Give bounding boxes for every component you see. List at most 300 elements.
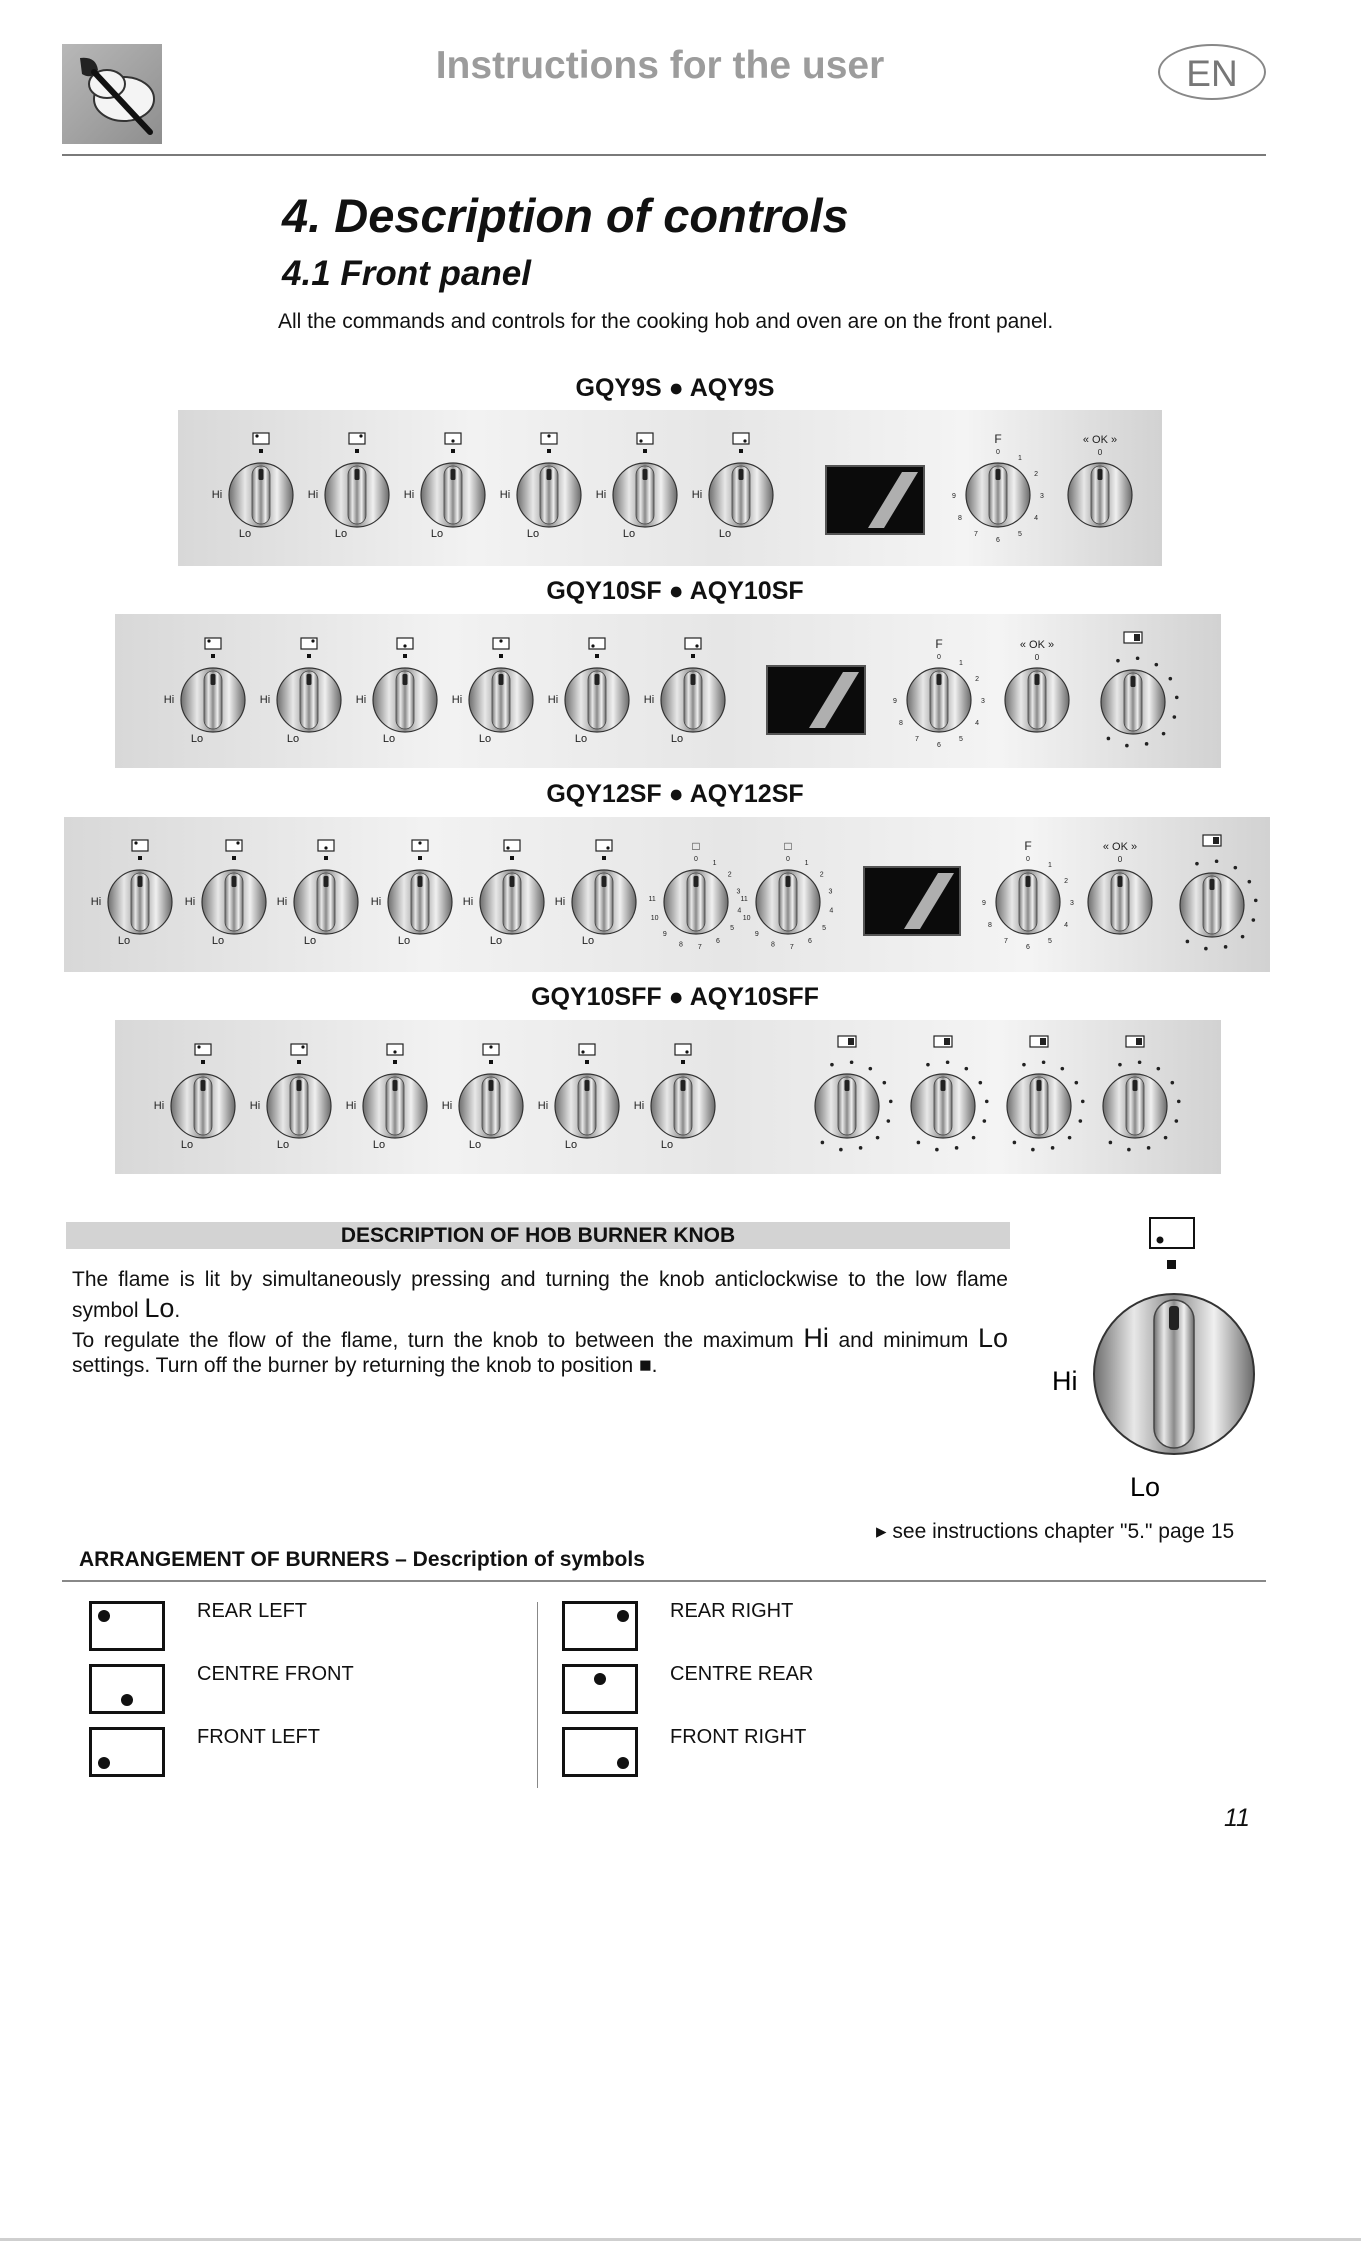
burner-position-icon [253, 433, 269, 444]
burner-dot [506, 846, 509, 849]
dial-number: 3 [736, 888, 741, 896]
lo-label: Lo [117, 935, 131, 947]
burner-position-icon [579, 1044, 595, 1055]
oven-symbol-fill [1134, 634, 1140, 641]
hi-label: Hi [211, 489, 223, 501]
dial-mark [972, 1136, 976, 1140]
dial-number: 3 [1070, 900, 1074, 907]
knob-indicator [297, 1080, 302, 1091]
knob-indicator [845, 1080, 850, 1091]
centre-rear-symbol-icon [562, 1664, 638, 1714]
dial-number: 4 [1034, 515, 1039, 522]
lo-symbol: Lo [144, 1293, 175, 1323]
lo-label: Lo [286, 733, 300, 745]
dial-number: 3 [828, 888, 833, 896]
dial-mark [1169, 677, 1173, 681]
oven-symbol-fill [848, 1038, 854, 1045]
dial-number: 8 [770, 941, 775, 949]
hi-label: Hi [184, 896, 196, 908]
dial-top-label: □ [784, 839, 792, 853]
control-panel-3 [64, 817, 1270, 972]
dial-mark [1022, 1063, 1026, 1067]
dial-number: 0 [694, 856, 698, 863]
knob-indicator [1118, 876, 1123, 887]
knob-indicator [694, 876, 699, 887]
off-position-mark [595, 654, 599, 658]
dial-number: 7 [1004, 938, 1008, 946]
dial-mark [1079, 1119, 1083, 1123]
model-title-3: GQY12SF ● AQY12SF [546, 780, 804, 808]
dial-mark [1254, 899, 1258, 903]
burner-dot [359, 434, 362, 437]
knob-indicator [307, 674, 312, 685]
dial-mark [1171, 1081, 1175, 1085]
dial-mark [859, 1146, 863, 1150]
dial-number: 1 [712, 860, 717, 868]
dial-mark [1215, 859, 1219, 863]
off-position-mark [307, 654, 311, 658]
knob-indicator [201, 1080, 206, 1091]
dial-mark [887, 1119, 891, 1123]
lo-label: Lo [478, 733, 492, 745]
dial-mark [1013, 1141, 1017, 1145]
off-position-mark [232, 856, 236, 860]
dial-mark [1147, 1146, 1151, 1150]
dial-mark [1116, 659, 1120, 663]
burner-position-icon [637, 433, 653, 444]
off-position-mark [201, 1060, 205, 1064]
burner-position-icon [132, 840, 148, 851]
knob-indicator [739, 469, 744, 480]
dial-number: 7 [974, 531, 978, 539]
burner-dot [581, 1050, 584, 1053]
knob-indicator [259, 469, 264, 480]
off-position-mark [510, 856, 514, 860]
burner-position-icon [195, 1044, 211, 1055]
dial-mark [1252, 918, 1256, 922]
rear-left-symbol-icon [89, 1601, 165, 1651]
dial-number: 4 [737, 907, 742, 915]
burner-dot [418, 841, 421, 844]
ok-label: « OK » [1102, 841, 1138, 853]
dial-mark [889, 1100, 893, 1104]
lo-label: Lo [660, 1139, 674, 1151]
arrangement-title: ARRANGEMENT OF BURNERS – Description of symbols [79, 1548, 645, 1571]
ok-label: « OK » [1082, 434, 1118, 446]
dial-mark [1118, 1063, 1122, 1067]
knob-indicator [643, 469, 648, 480]
lo-label: Lo [382, 733, 396, 745]
off-position-mark [138, 856, 142, 860]
page-number: 11 [1224, 1804, 1250, 1832]
dial-number: 9 [662, 931, 667, 939]
dial-number: 2 [1034, 471, 1039, 478]
dial-mark [883, 1081, 887, 1085]
dial-number: 9 [754, 931, 759, 939]
off-position-mark [489, 1060, 493, 1064]
knob-indicator [786, 876, 791, 887]
knob-indicator [1210, 879, 1215, 890]
dial-mark [850, 1060, 854, 1064]
knob-indicator [451, 469, 456, 480]
lo-label: Lo [430, 528, 444, 540]
dial-number: 7 [789, 943, 794, 951]
burner-dot [197, 1045, 200, 1048]
hi-label: Hi [547, 694, 559, 706]
burner-dot [311, 639, 314, 642]
dial-mark [1107, 737, 1111, 741]
header-title: Instructions for the user [435, 44, 885, 87]
hi-label: Hi [355, 694, 367, 706]
hi-label: Hi [307, 489, 319, 501]
knob-indicator [403, 674, 408, 685]
dial-mark [979, 1081, 983, 1085]
header-divider [62, 154, 1266, 156]
arrangement-divider [62, 1580, 1266, 1582]
dial-mark [1127, 1148, 1131, 1152]
lo-label: Lo [397, 935, 411, 947]
control-panel-1 [178, 410, 1162, 566]
hi-label: Hi [276, 896, 288, 908]
dial-mark [1164, 1136, 1168, 1140]
dial-number: 4 [829, 907, 834, 915]
dial-number: 0 [996, 449, 1000, 456]
oven-symbol-fill [944, 1038, 950, 1045]
arrangement-column-divider [537, 1602, 538, 1788]
description-text: symbol [72, 1299, 145, 1322]
dial-mark [1175, 696, 1179, 700]
burner-dot [639, 439, 642, 442]
dial-mark [1136, 656, 1140, 660]
dial-mark [935, 1148, 939, 1152]
knob-indicator [937, 674, 942, 685]
dial-mark [985, 1100, 989, 1104]
knob-indicator [355, 469, 360, 480]
dial-number: 9 [982, 900, 986, 907]
rear-right-label: REAR RIGHT [670, 1600, 794, 1622]
burner-position-icon [675, 1044, 691, 1055]
off-position-mark [681, 1060, 685, 1064]
dial-number: 11 [648, 896, 656, 904]
dial-number: 1 [804, 860, 809, 868]
dial-mark [830, 1063, 834, 1067]
dial-mark [1177, 1100, 1181, 1104]
hi-label: Hi [441, 1100, 453, 1112]
lo-label: Lo [190, 733, 204, 745]
hi-label: Hi [633, 1100, 645, 1112]
hi-label: Hi [499, 489, 511, 501]
dial-mark [1155, 663, 1159, 667]
dial-number: 5 [1018, 531, 1022, 539]
knob-indicator [138, 876, 143, 887]
centre-rear-label: CENTRE REAR [670, 1663, 814, 1685]
burner-dot [393, 1050, 396, 1053]
lo-label: Lo [334, 528, 348, 540]
description-line-2 [72, 1295, 1008, 1324]
dial-number: 6 [716, 938, 720, 946]
dial-mark [1061, 1067, 1065, 1071]
knob-indicator [1037, 1080, 1042, 1091]
dial-number: 4 [1064, 922, 1069, 929]
dial-mark [955, 1146, 959, 1150]
burner-dot [301, 1045, 304, 1048]
burner-position-icon [685, 638, 701, 649]
burner-position-icon [301, 638, 317, 649]
lo-label: Lo [303, 935, 317, 947]
knob-indicator [232, 876, 237, 887]
hi-label: Hi [163, 694, 175, 706]
dial-number: 1 [1048, 861, 1052, 869]
lo-label: Lo [670, 733, 684, 745]
off-position-mark [403, 654, 407, 658]
burner-position-icon [596, 840, 612, 851]
hi-label: Hi [537, 1100, 549, 1112]
burner-dot [499, 639, 502, 642]
lo-label: Lo [564, 1139, 578, 1151]
dial-mark [1175, 1119, 1179, 1123]
burner-dot [255, 434, 258, 437]
dial-number: 2 [727, 871, 732, 879]
knob-indicator [547, 469, 552, 480]
dial-mark [1031, 1148, 1035, 1152]
knob-indicator [510, 876, 515, 887]
description-line-3 [72, 1325, 1008, 1354]
section-subtitle: 4.1 Front panel [282, 254, 531, 293]
dial-mark [1248, 880, 1252, 884]
dial-mark [821, 1141, 825, 1145]
oven-symbol-fill [1136, 1038, 1142, 1045]
knob-indicator [489, 1080, 494, 1091]
description-line-1: The flame is lit by simultaneously pressing and turning the knob anticlockwise to the low flame [72, 1268, 1008, 1291]
dial-number: 5 [1048, 938, 1052, 946]
off-position-mark [259, 449, 263, 453]
off-position-mark [324, 856, 328, 860]
dial-mark [1224, 945, 1228, 949]
dial-mark [839, 1148, 843, 1152]
zero-label: 0 [1117, 855, 1123, 864]
lo-label: Lo [238, 528, 252, 540]
knob-indicator [393, 1080, 398, 1091]
dial-number: 2 [819, 871, 824, 879]
see-instructions-text: see instructions chapter "5." page 15 [892, 1520, 1235, 1543]
dial-number: 5 [822, 925, 826, 933]
off-position-mark [602, 856, 606, 860]
dial-number: 8 [898, 720, 903, 727]
dial-number: 6 [996, 537, 1000, 544]
dial-top-label: F [935, 637, 943, 651]
dial-mark [1241, 935, 1245, 939]
dial-top-label: □ [692, 839, 700, 853]
dial-mark [1234, 866, 1238, 870]
hi-label: Hi [554, 896, 566, 908]
burner-position-icon [291, 1044, 307, 1055]
knob-indicator [1026, 876, 1031, 887]
hi-label: Hi [643, 694, 655, 706]
hi-label: Hi [259, 694, 271, 706]
off-position-mark [643, 449, 647, 453]
rear-left-label: REAR LEFT [197, 1600, 308, 1622]
dial-number: 0 [937, 654, 941, 661]
knob-indicator [691, 674, 696, 685]
burner-position-icon [349, 433, 365, 444]
dial-number: 7 [697, 943, 702, 951]
burner-dot [695, 644, 698, 647]
hob-burner-knob-diagram [1050, 1212, 1280, 1502]
lo-label: Lo [622, 528, 636, 540]
knob-indicator [585, 1080, 590, 1091]
dial-number: 10 [650, 915, 659, 923]
section-title: 4. Description of controls [282, 189, 849, 242]
lo-label: Lo [276, 1139, 290, 1151]
dial-mark [1173, 715, 1177, 719]
oven-symbol-fill [1040, 1038, 1046, 1045]
hi-label: Hi [249, 1100, 261, 1112]
off-position-mark [418, 856, 422, 860]
front-left-label: FRONT LEFT [197, 1726, 320, 1748]
dial-number: 11 [740, 896, 748, 904]
dial-number: 8 [678, 941, 683, 949]
dial-top-label: F [1024, 839, 1032, 853]
control-panel-2 [115, 614, 1221, 768]
dial-mark [876, 1136, 880, 1140]
description-title: DESCRIPTION OF HOB BURNER KNOB [340, 1224, 736, 1247]
centre-front-label: CENTRE FRONT [197, 1663, 354, 1685]
hi-label: Hi [153, 1100, 165, 1112]
dial-number: 3 [1040, 493, 1044, 500]
burner-position-icon [205, 638, 221, 649]
knob-indicator [211, 674, 216, 685]
dial-number: 9 [893, 698, 897, 705]
knob-indicator [418, 876, 423, 887]
dial-number: 4 [975, 720, 980, 727]
dial-mark [1204, 947, 1208, 951]
burner-position-icon [589, 638, 605, 649]
off-position-mark [585, 1060, 589, 1064]
dial-mark [1125, 744, 1129, 748]
hi-label: Hi [462, 896, 474, 908]
dial-number: 7 [915, 736, 919, 744]
burner-dot [403, 644, 406, 647]
lo-label: Lo [211, 935, 225, 947]
description-text: To regulate the flow of the flame, turn the knob to between the maximum [72, 1329, 804, 1352]
model-title-1: GQY9S ● AQY9S [575, 374, 775, 402]
dial-number: 8 [987, 922, 992, 929]
dial-number: 2 [1064, 878, 1069, 885]
control-panel-4 [115, 1020, 1221, 1174]
burner-dot [236, 841, 239, 844]
model-title-2: GQY10SF ● AQY10SF [546, 577, 804, 605]
language-badge: EN [1158, 44, 1266, 100]
dial-mark [1042, 1060, 1046, 1064]
dial-number: 9 [952, 493, 956, 500]
dial-number: 6 [1026, 944, 1030, 951]
off-position-mark [211, 654, 215, 658]
dial-number: 1 [1018, 454, 1022, 462]
burner-dot [743, 439, 746, 442]
hi-symbol: Hi [803, 1323, 829, 1353]
knob-indicator [1133, 1080, 1138, 1091]
description-text: . [174, 1299, 181, 1322]
burner-dot [547, 434, 550, 437]
knob-indicator [1098, 469, 1103, 480]
model-title-4: GQY10SFF ● AQY10SFF [531, 983, 819, 1011]
lo-label: Lo [489, 935, 503, 947]
burner-dot [685, 1050, 688, 1053]
lo-label: Lo [468, 1139, 482, 1151]
zero-label: 0 [1034, 653, 1040, 662]
dial-mark [1145, 742, 1149, 746]
lo-label: Lo [581, 935, 595, 947]
dial-top-label: F [994, 432, 1002, 446]
see-instructions-note [876, 1519, 1234, 1544]
burner-dot [451, 439, 454, 442]
knob-indicator [996, 469, 1001, 480]
off-position-mark [393, 1060, 397, 1064]
off-position-mark [547, 449, 551, 453]
dial-mark [1109, 1141, 1113, 1145]
off-position-mark [691, 654, 695, 658]
ok-label: « OK » [1019, 639, 1055, 651]
burner-position-icon [733, 433, 749, 444]
knob-indicator [595, 674, 600, 685]
hi-label: Hi [403, 489, 415, 501]
hi-label: Hi [370, 896, 382, 908]
dial-mark [917, 1141, 921, 1145]
dial-mark [1075, 1081, 1079, 1085]
burner-dot [324, 846, 327, 849]
dial-mark [1186, 940, 1190, 944]
front-right-symbol-icon [562, 1727, 638, 1777]
knob-indicator [1035, 674, 1040, 685]
hi-label: Hi [1052, 1366, 1078, 1396]
description-line-4: settings. Turn off the burner by returning the knob to position ■. [72, 1354, 658, 1377]
lo-label: Lo [574, 733, 588, 745]
intro-text: All the commands and controls for the cooking hob and oven are on the front panel. [278, 310, 1054, 333]
burner-position-icon [226, 840, 242, 851]
burner-dot [591, 644, 594, 647]
lo-label: Lo [180, 1139, 194, 1151]
hi-label: Hi [691, 489, 703, 501]
dial-mark [1068, 1136, 1072, 1140]
burner-position-icon [504, 840, 520, 851]
hi-label: Hi [595, 489, 607, 501]
lo-symbol: Lo [977, 1323, 1008, 1353]
lo-label: Lo [372, 1139, 386, 1151]
hi-label: Hi [90, 896, 102, 908]
hi-label: Hi [345, 1100, 357, 1112]
dial-number: 3 [981, 698, 985, 705]
dial-mark [1195, 862, 1199, 866]
knob-indicator [602, 876, 607, 887]
off-position-mark [739, 449, 743, 453]
dial-mark [983, 1119, 987, 1123]
burner-dot [489, 1045, 492, 1048]
dial-mark [1081, 1100, 1085, 1104]
off-position-mark [451, 449, 455, 453]
burner-dot [606, 846, 609, 849]
dial-number: 0 [786, 856, 790, 863]
dial-mark [1051, 1146, 1055, 1150]
dial-number: 6 [937, 742, 941, 749]
description-text: and minimum [828, 1329, 978, 1352]
burner-dot [207, 639, 210, 642]
zero-label: 0 [1097, 448, 1103, 457]
lo-label: Lo [1130, 1472, 1161, 1502]
dial-number: 5 [730, 925, 734, 933]
oven-symbol-fill [1213, 837, 1219, 844]
front-right-label: FRONT RIGHT [670, 1726, 807, 1748]
knob-indicator [941, 1080, 946, 1091]
